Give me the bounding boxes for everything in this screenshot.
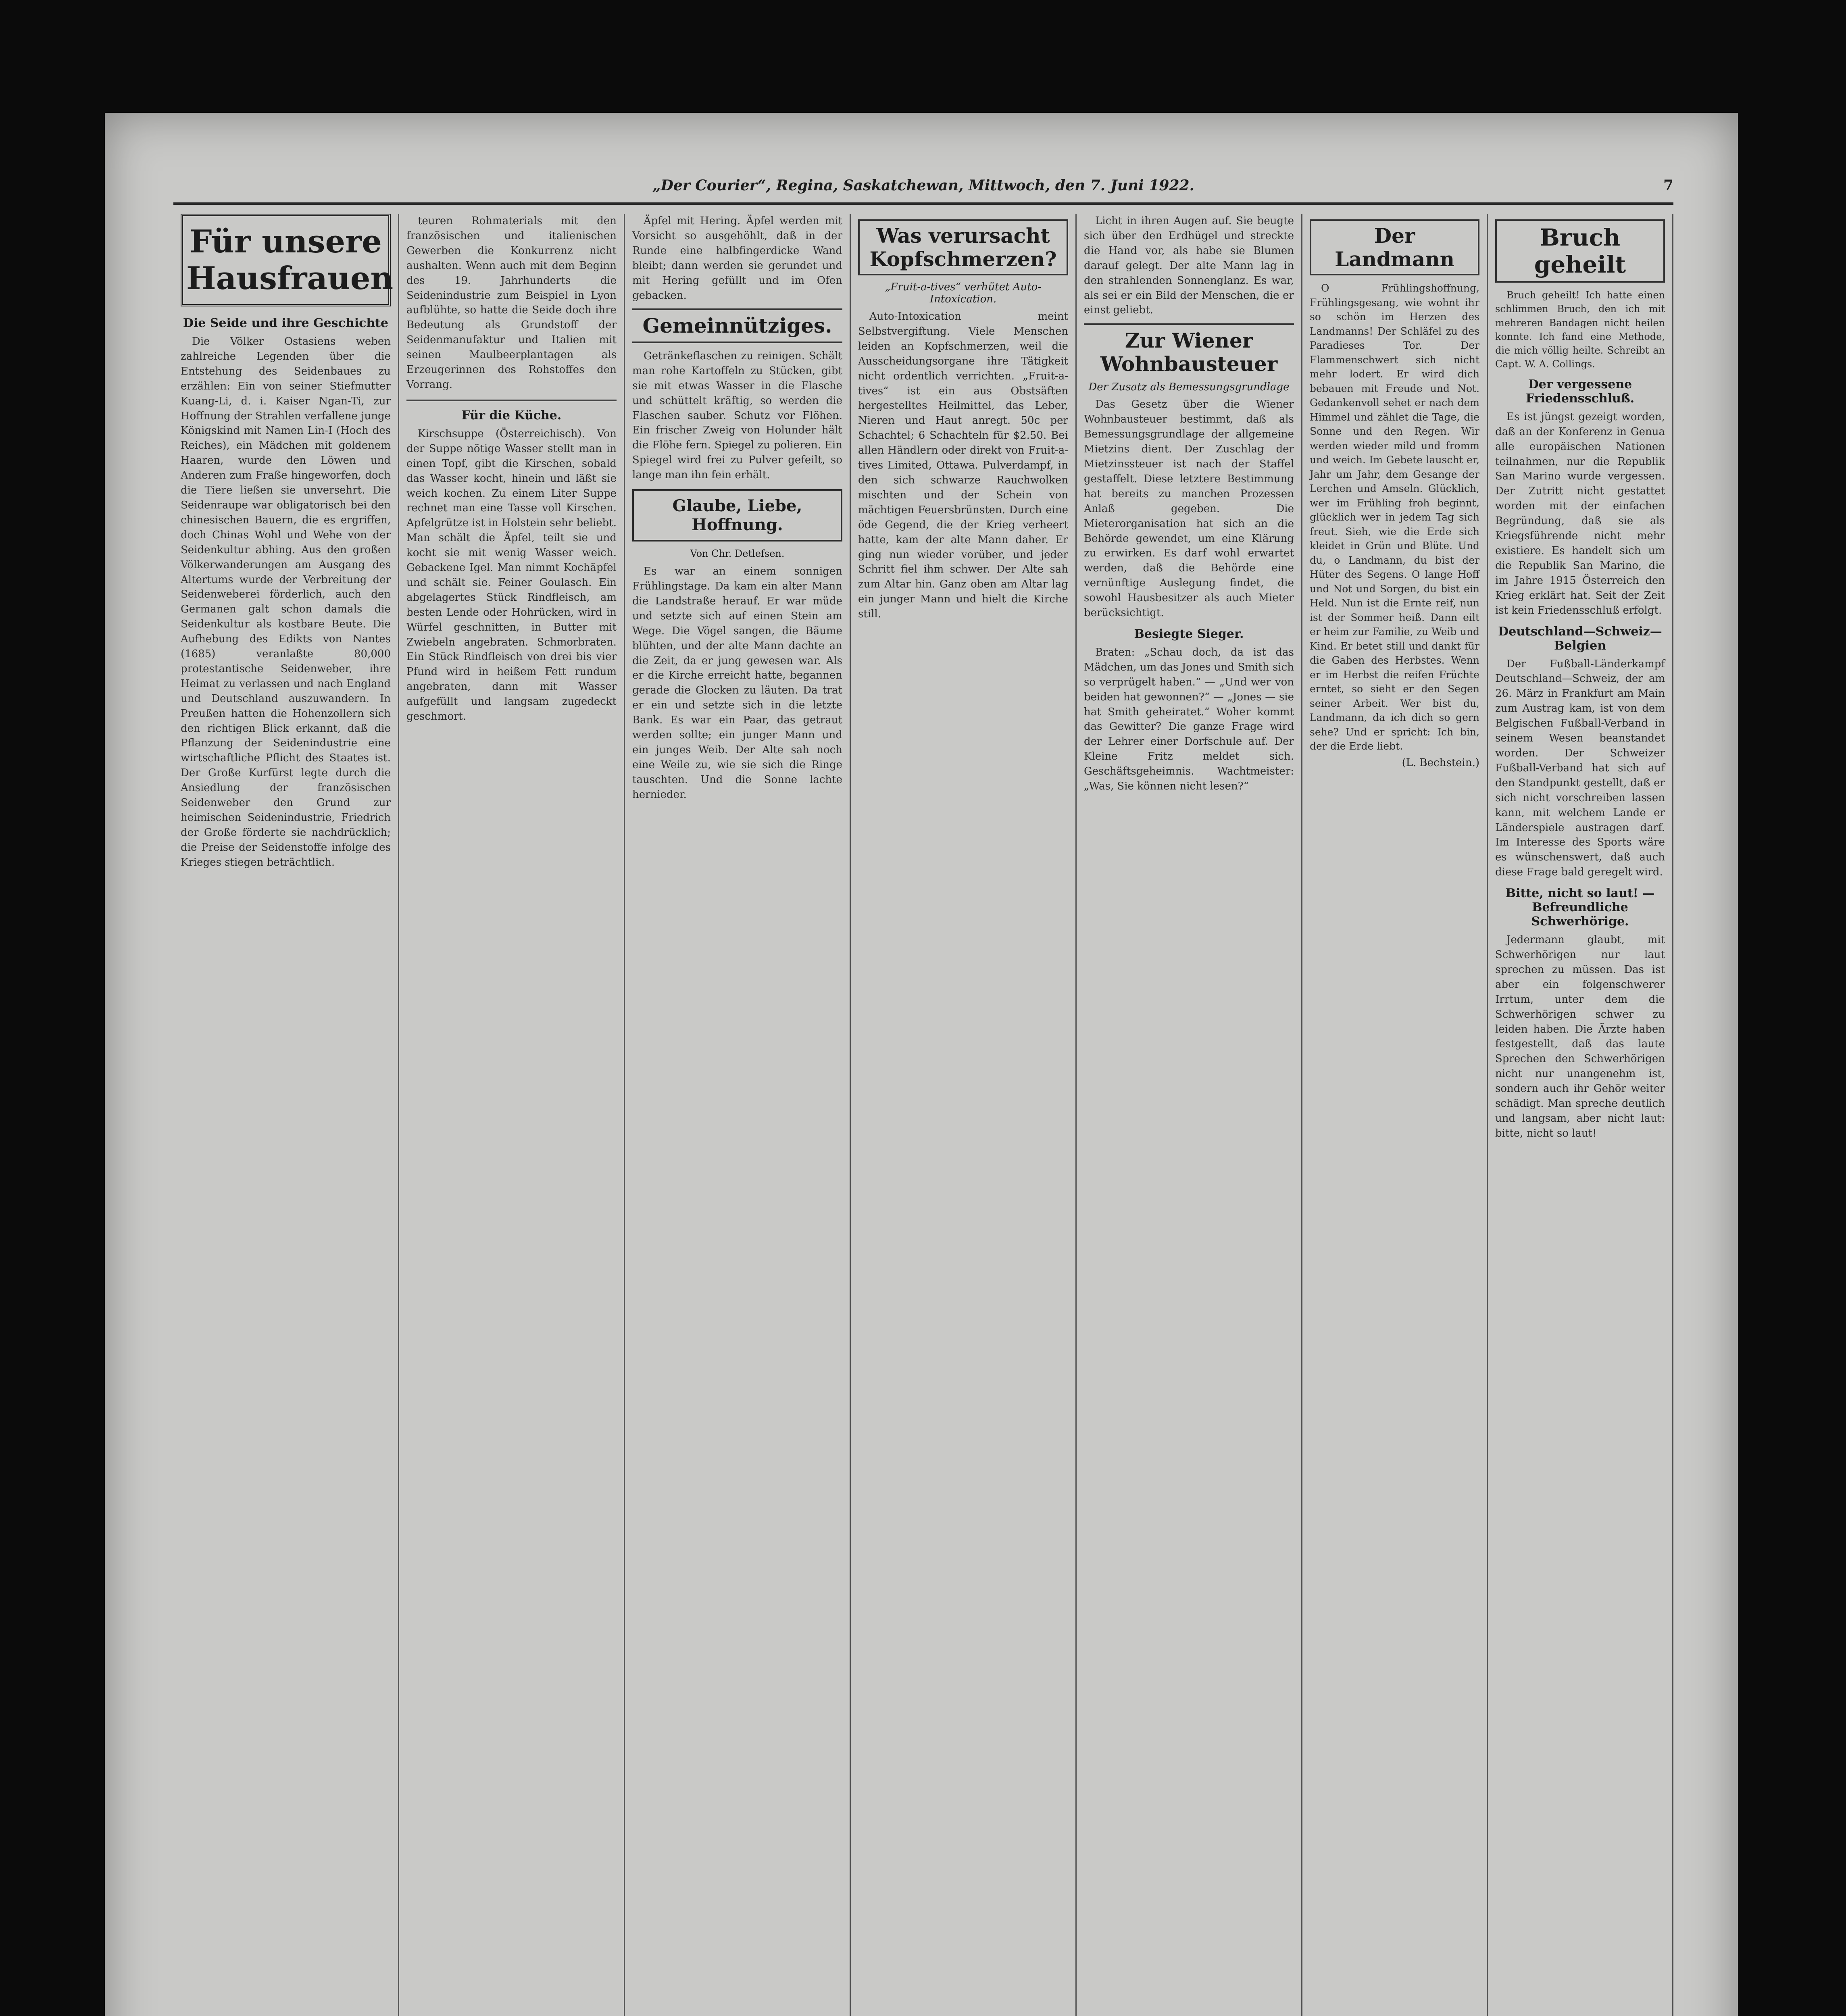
anecdotes-text: Braten: „Schau doch, da ist das Mädchen, um das Jones und Smith sich so verprügelt haben.“ — „Und wer von beiden hat gewonnen?“ — „Jones — sie hat Smith geheiratet.“ Woher kommt das Gewitter? Die ganze Frage wird der Lehrer einer Dorfschule auf. Der Kleine Fritz meldet sich. Geschäftsgeheimnis. Wachtmeister: „Was, Sie können nicht lesen?“ [1084, 646, 1294, 793]
ad-headline: Bruch geheilt [1495, 219, 1665, 283]
article-text: teuren Rohmaterials mit den französischen und italienischen Gewerben die Konkurrenz nicht aushalten. Wenn auch mit dem Beginn des 19. Jahrhunderts die Seidenindustrie zum Beispiel in Lyon aufblühte, so hatte die Seide doch ihre Bedeutung als Grundstoff der Seidenmanufaktur und Italien mit seinen Maulbeerplantagen als Erzeugerinnen des Rohstoffes den Vorrang. [406, 215, 617, 391]
ad-headline: Was verursacht Kopfschmerzen? [858, 219, 1068, 275]
column-2 [399, 214, 625, 2016]
recipes-body [406, 427, 617, 724]
recipes-text: Kirschsuppe (Österreichisch). Von der Suppe nötige Wasser stellt man in einen Topf, gibt die Kirschen, sobald das Wasser kocht, hinein und läßt sie weich kochen. Zu einem Liter Suppe rechnet man eine Tasse voll Kirschen. Apfelgrütze ist in Holstein sehr beliebt. Man schält die Äpfel, teilt sie und kocht sie mit wenig Wasser weich. Gebackene Igel. Man nimmt Kochäpfel und schält sie. Feiner Goulasch. Ein abgelagertes Stück Rindfleisch, am besten Lende oder Hohrücken, wird in Würfel geschnitten, in Butter mit Zwiebeln angebraten. Schmorbraten. Ein Stück Rindfleisch von drei bis vier Pfund wird in heißem Fett rundum angebraten, dann mit Wasser aufgefüllt und langsam zugedeckt geschmort. [406, 427, 617, 723]
ad-text: Bruch geheilt! Ich hatte einen schlimmen Bruch, den ich mit mehreren Bandagen nicht heilen konnte. Ich fand eine Methode, die mich völlig heilte. Schreibt an Capt. W. A. Collings. [1495, 289, 1665, 370]
story-continuation [1084, 214, 1294, 318]
column-1 [173, 214, 399, 2016]
sport-text: Der Fußball-Länderkampf Deutschland—Schweiz, der am 26. März in Frankfurt am Main zum Austrag kam, ist von dem Belgischen Fußball-Verband in seinem Wesen beanstandet worden. Der Schweizer Fußball-Verband hat sich auf den Standpunkt gestellt, daß er sich nicht vorschreiben lassen kann, mit welchem Lande er Länderspiele austragen darf. Im Interesse des Sports wäre es wünschenswert, daß auch diese Frage bald geregelt wird. [1495, 658, 1665, 879]
kitchen-section-title: Für die Küche. [461, 408, 562, 423]
story-author: Von Chr. Detlefsen. [690, 548, 785, 560]
section-banner: Für unsere Hausfrauen [181, 214, 391, 306]
anecdotes-title: Besiegte Sieger. [1134, 627, 1244, 641]
running-title: „Der Courier“, Regina, Saskatchewan, Mittwoch, den 7. Juni 1922. [652, 177, 1195, 194]
newspaper-page [105, 113, 1738, 2016]
header-rule [173, 202, 1673, 205]
ad-subheadline: „Fruit-a-tives“ verhütet Auto-Intoxication. [885, 281, 1042, 305]
column-6 [1302, 214, 1488, 2016]
article-body [1495, 410, 1665, 618]
notice-title: Bitte, nicht so laut! — Befreundliche Schwerhörige. [1505, 886, 1655, 929]
story-body [632, 564, 842, 802]
poem-body [1310, 281, 1479, 754]
poem-signature: (L. Bechstein.) [1402, 756, 1479, 769]
column-5 [1077, 214, 1302, 2016]
recipe-text: Äpfel mit Hering. Äpfel werden mit Vorsicht so ausgehöhlt, daß in der Runde eine halbfingerdicke Wand bleibt; dann werden sie gerundet und mit Hering gefüllt und im Ofen gebacken. [632, 215, 842, 302]
article-continuation [406, 214, 617, 392]
page-number: 7 [1663, 177, 1673, 194]
article-body [181, 334, 391, 870]
column-3 [625, 214, 851, 2016]
notice-text: Jedermann glaubt, mit Schwerhörigen nur laut sprechen zu müssen. Das ist aber ein folgenschwerer Irrtum, unter dem die Schwerhörigen schwer zu leiden haben. Die Ärzte haben festgestellt, daß das laute Sprechen den Schwerhörigen nicht nur unangenehm ist, sondern auch ihr Gehör weiter schädigt. Man spreche deutlich und langsam, aber nicht laut: bitte, nicht so laut! [1495, 934, 1665, 1139]
sport-title: Deutschland—Schweiz—Belgien [1498, 624, 1662, 653]
column-4 [851, 214, 1077, 2016]
article-body [1084, 397, 1294, 621]
article-text: Die Völker Ostasiens weben zahlreiche Legenden über die Entstehung des Seidenbaues zu erzählen: Ein von seiner Stiefmutter Kuang-Li, d. i. Kaiser Ngan-Ti, zur Hoffnung der Strahlen verfallene junge Königskind mit Namen Lin-I (Hoch des Reiches), ein Mädchen mit goldenem Haaren, wurde den Löwen und Anderen zum Fraße hingeworfen, doch die Tiere ließen sie unversehrt. Die Seidenraupe war obligatorisch bei den chinesischen Bauern, die es ergriffen, doch Chinas Wohl und Wehe von der Seidenkultur abhing. Aus den großen Völkerwanderungen am Ausgang des Altertums wurde der Verbreitung der Seidenweberei förderlich, auch den Germanen galt schon damals die Seidenkultur als kostbare Beute. Die Aufhebung des Edikts von Nantes (1685) veranlaßte 80,000 protestantische Seidenweber, ihre Heimat zu verlassen und nach England und Deutschland auszuwandern. In Preußen hatten die Hohenzollern sich den richtigen Blick erkannt, daß die Pflanzung der Seidenindustrie eine wirtschaftliche Pflicht des Staates ist. Der Große Kurfürst legte durch die Ansiedlung der französischen Seidenweber den Grund zur heimischen Seidenindustrie, Friedrich der Große förderte sie nachdrücklich; die Preise der Seidenstoffe infolge des Krieges stiegen beträchtlich. [181, 335, 391, 868]
anecdotes-body [1084, 645, 1294, 794]
useful-text: Getränkeflaschen zu reinigen. Schält man rohe Kartoffeln zu Stücken, gibt sie mit etwas Wasser in die Flasche und schüttelt kräftig, so werden die Flaschen sauber. Schutz vor Flöhen. Ein frischer Zweig von Holunder hält die Flöhe fern. Spiegel zu polieren. Ein Spiegel wird frei zu Pulver gefeilt, so lange man ihn fein erhält. [632, 350, 842, 481]
notice-body [1495, 933, 1665, 1141]
article-text: Es ist jüngst gezeigt worden, daß an der Konferenz in Genua alle europäischen Nationen teilnahmen, nur die Republik San Marino wurde vergessen. Der Zutritt nicht gestattet worden mit der einfachen Begründung, daß sie als Kriegsführende nicht mehr existiere. Es handelt sich um die Republik San Marino, die im Jahre 1915 Österreich den Krieg erklärt hat. Seit der Zeit ist kein Friedensschluß erfolgt. [1495, 410, 1665, 616]
column-7 [1488, 214, 1673, 2016]
ad-body [858, 309, 1068, 622]
divider [406, 400, 617, 401]
useful-section-title: Gemeinnütziges. [632, 308, 842, 343]
article-subheadline: Der Zusatz als Bemessungsgrundlage [1088, 381, 1290, 394]
poem-text: O Frühlingshoffnung, Frühlingsgesang, wie wohnt ihr so schön im Herzen des Landmanns! Der Schläfel zu des Paradieses Tor. Der Flammenschwert sich nicht mehr lodert. Er wird dich bebauen mit Freude und Not. Gedankenvoll sehet er nach dem Himmel und zählet die Tage, die Sonne und den Regen. Wir werden wieder mild und fromm und weich. Im Gebete lauscht er, Jahr um Jahr, dem Gesange der Lerchen und Amseln. Glücklich, wer im Frühling froh beginnt, glücklich wer in jedem Tag sich freut. Sieh, wie die Erde sich kleidet in Grün und Blüte. Und du, o Landmann, du bist der Hüter des Segens. O lange Hoff und Not und Sorgen, du bist ein Held. Nun ist die Ernte reif, nun ist der Sommer heiß. Dann eilt er heim zur Familie, zu Weib und Kind. Er betet still und dankt für die Gaben des Herbstes. Wenn er im Herbst die reifen Früchte erntet, so sieht er den Segen seiner Arbeit. Wer bist du, Landmann, da ich dich so gern sehe? Und er spricht: Ich bin, der die Erde liebt. [1310, 282, 1479, 752]
sport-body [1495, 657, 1665, 880]
story-text: Licht in ihren Augen auf. Sie beugte sich über den Erdhügel und streckte die Hand vor, als habe sie Blumen darauf gelegt. Der alte Mann lag in den strahlenden Sonnenglanz. Es war, als sei er ein Bild der Menschen, die er einst geliebt. [1084, 215, 1294, 317]
article-title: Der vergessene Friedensschluß. [1525, 377, 1635, 406]
story-title: Glaube, Liebe, Hoffnung. [672, 496, 802, 535]
poem-headline: Der Landmann [1310, 219, 1479, 275]
ad-text: Auto-Intoxication meint Selbstvergiftung. Viele Menschen leiden an Kopfschmerzen, weil die Ausscheidungsorgane ihre Tätigkeit nicht ordentlich verrichten. „Fruit-a-tives“ ist ein aus Obstsäften hergestelltes Heilmittel, das Leber, Nieren und Haut anregt. 50c per Schachtel; 6 Schachteln für $2.50. Bei allen Händlern oder direkt von Fruit-a-tives Limited, Ottawa. Pulverdampf, in den sich schwarze Rauchwolken mischten und der Schein von mächtigen Feuersbrünsten. Durch eine öde Gegend, die der Krieg verheert hatte, kam der alte Mann daher. Er ging nun wieder vorüber, und jeder Schritt fiel ihm schwer. Der Alte sah zum Altar hin. Ganz oben am Altar lag ein junger Mann und hielt die Kirche still. [858, 310, 1068, 621]
article-text: Das Gesetz über die Wiener Wohnbausteuer bestimmt, daß als Bemessungsgrundlage der allgemeine Mietzins dient. Der Zuschlag der Mietzinssteuer ist nach der Staffel gestaffelt. Diese letztere Bestimmung hat bereits zu manchen Prozessen Anlaß gegeben. Die Mieterorganisation hat sich an die Behörde gewendet, um eine Klärung zu erwirken. Es darf wohl erwartet werden, daß die Behörde eine vernünftige Auslegung findet, die sowohl Hausbesitzer als auch Mieter berücksichtigt. [1084, 398, 1294, 619]
page-header [173, 173, 1673, 198]
story-text: Es war an einem sonnigen Frühlingstage. Da kam ein alter Mann die Landstraße herauf. Er war müde und setzte sich auf einen Stein am Wege. Die Vögel sangen, die Bäume blühten, und der alte Mann dachte an die Zeit, da er jung gewesen war. Als er die Kirche erreicht hatte, begannen gerade die Glocken zu läuten. Da trat er ein und setzte sich in die letzte Bank. Es war ein Paar, das getraut werden sollte; ein junger Mann und ein junges Weib. Der Alte sah noch eine Weile zu, wie sie sich die Ringe tauschten. Und die Sonne lachte hernieder. [632, 565, 842, 801]
useful-body [632, 349, 842, 483]
poem-title-box [632, 489, 842, 541]
recipe-continuation [632, 214, 842, 303]
ad-body [1495, 288, 1665, 371]
article-title: Die Seide und ihre Geschichte [183, 316, 389, 330]
article-headline: Zur Wiener Wohnbausteuer [1084, 323, 1294, 375]
